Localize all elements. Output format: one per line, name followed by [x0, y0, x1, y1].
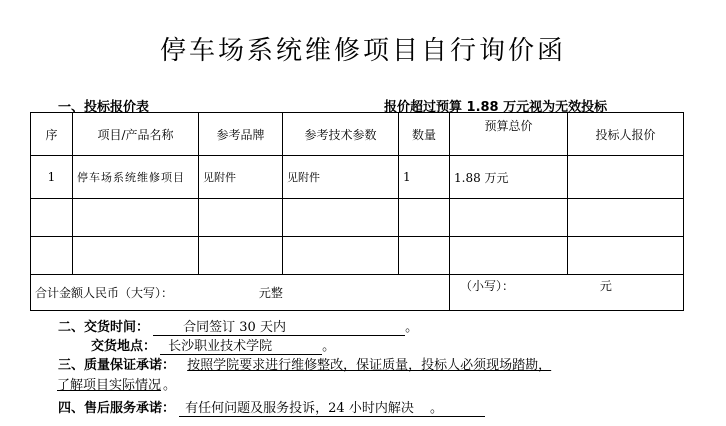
quality-commitment-field-cont[interactable]: 了解项目实际情况: [57, 378, 162, 393]
section-2: 二、交货时间： 合同签订 30 天内 。: [58, 316, 418, 336]
delivery-time-field[interactable]: 合同签订 30 天内: [153, 316, 405, 336]
cell-brand: 见附件: [199, 156, 283, 199]
header-qty: 数量: [399, 113, 450, 156]
header-params: 参考技术参数: [283, 113, 399, 156]
cell-no: 1: [31, 156, 73, 199]
header-no: 序: [31, 113, 73, 156]
table-row: [31, 156, 684, 199]
total-small-unit: 元: [599, 279, 612, 293]
quote-table: [30, 112, 684, 311]
delivery-place-heading: 交货地点：: [91, 339, 157, 354]
header-bid: 投标人报价: [568, 113, 684, 156]
section-4-heading: 四、售后服务承诺：: [58, 401, 176, 416]
total-amount-cell[interactable]: [31, 275, 450, 311]
section-2-heading: 二、交货时间：: [58, 320, 150, 335]
cell-name: 停车场系统维修项目: [73, 156, 199, 199]
table-row: [31, 237, 684, 275]
total-small-cell[interactable]: [450, 275, 684, 311]
after-sales-field[interactable]: 有任何问题及服务投诉，24 小时内解决 。: [179, 397, 485, 417]
cell-bid[interactable]: [568, 156, 684, 199]
header-budget: 预算总价: [450, 113, 568, 156]
cell-params: 见附件: [283, 156, 399, 199]
table-header-row: [31, 113, 684, 156]
total-small-label: （小写）：: [460, 279, 515, 293]
header-name: 项目/产品名称: [73, 113, 199, 156]
header-brand: 参考品牌: [199, 113, 283, 156]
page-title: 停车场系统维修项目自行询价函: [159, 36, 566, 66]
total-row: [31, 275, 684, 311]
budget-note: 报价超过预算 1.88 万元视为无效投标: [384, 100, 608, 115]
delivery-place: 交货地点： 长沙职业技术学院 。: [91, 335, 335, 355]
cell-qty: 1: [399, 156, 450, 199]
total-big-unit: 元整: [258, 286, 283, 300]
total-label: 合计金额人民币（大写）：: [35, 286, 174, 300]
section-3: [58, 354, 553, 373]
section-1-heading: 一、投标报价表: [58, 100, 150, 115]
quality-commitment-field[interactable]: 按照学院要求进行维修整改，保证质量，投标人必须现场踏勘，: [187, 358, 552, 373]
section-3-heading: 三、质量保证承诺：: [58, 358, 176, 373]
table-row: [31, 199, 684, 237]
delivery-place-field[interactable]: 长沙职业技术学院: [160, 335, 322, 355]
section-4: [58, 397, 485, 417]
section-3-cont: 了解项目实际情况 。: [57, 378, 177, 393]
cell-budget: 1.88 万元: [450, 156, 568, 199]
